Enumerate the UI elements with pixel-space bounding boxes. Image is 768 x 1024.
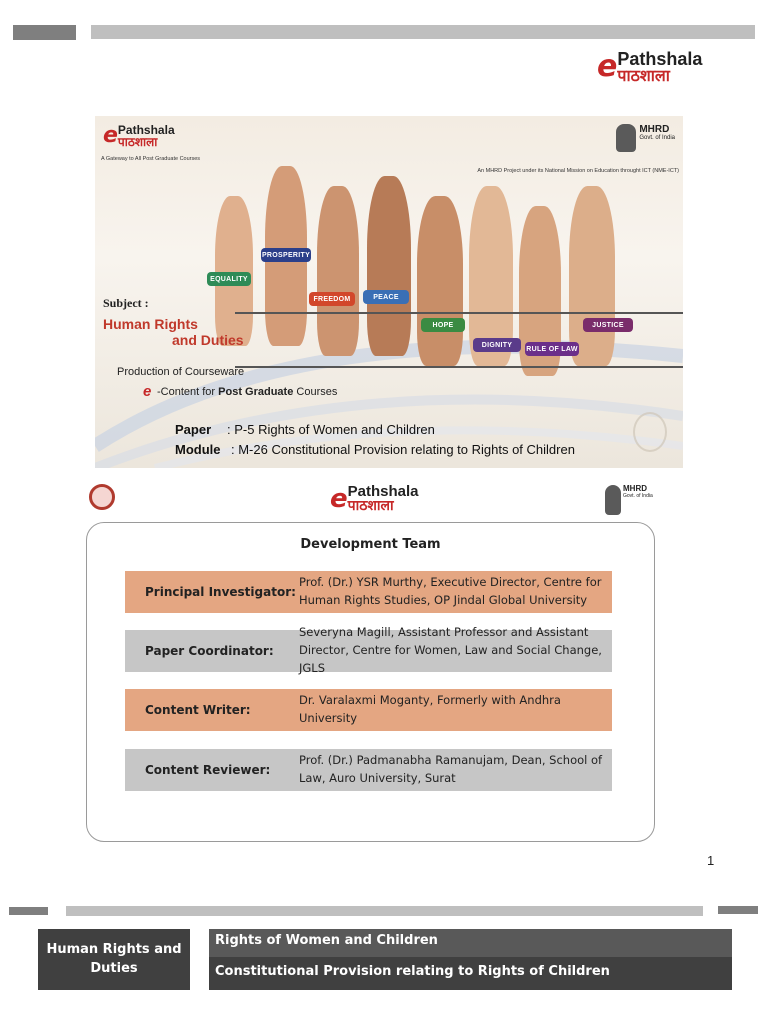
raised-hand: [417, 196, 463, 366]
footer-bar-left: [9, 907, 48, 915]
raised-hand: [215, 196, 253, 346]
banner-production: Production of Courseware: [117, 366, 245, 378]
university-seal-icon: [633, 412, 667, 452]
team-role: Principal Investigator:: [145, 585, 296, 599]
wristband-label: RULE OF LAW: [525, 342, 579, 356]
university-seal-left-icon: [88, 484, 116, 520]
header-bar-right: [91, 25, 755, 39]
banner-tagline: A Gateway to All Post Graduate Courses: [101, 156, 201, 162]
team-role: Content Reviewer:: [145, 763, 271, 777]
raised-hand: [569, 186, 615, 366]
banner-subject-line2: and Duties: [172, 332, 244, 348]
banner-epathshala-logo: [103, 124, 175, 148]
banner-logo-english: Pathshala: [117, 123, 175, 137]
banner-e-mark-icon: e: [103, 123, 118, 148]
team-title: Development Team: [300, 537, 441, 552]
banner-mhrd-sub: Govt. of India: [639, 135, 675, 141]
mid-mhrd-title: MHRD: [623, 484, 647, 493]
paper-label: Paper: [175, 422, 212, 437]
mid-epathshala-logo: [330, 484, 419, 513]
wristband-label: HOPE: [421, 318, 465, 332]
footer-course-info: [209, 929, 732, 990]
footer-module: Constitutional Provision relating to Rights of Children: [215, 964, 610, 979]
wristband-label: JUSTICE: [583, 318, 633, 332]
banner-mhrd-block: [616, 124, 675, 152]
mid-mhrd-block: [605, 485, 653, 515]
banner-econtent-mark: e: [143, 383, 152, 400]
banner-subject-line1: Human Rights: [103, 316, 198, 332]
footer-bar-right: [718, 906, 758, 914]
paper-value: : P-5 Rights of Women and Children: [227, 422, 435, 437]
barbed-wire: [235, 366, 683, 368]
mid-e-mark-icon: e: [330, 483, 348, 514]
epathshala-logo: [597, 50, 702, 84]
wristband-label: PEACE: [363, 290, 409, 304]
wristband-label: DIGNITY: [473, 338, 521, 352]
footer-subject: Human Rights and Duties: [38, 929, 190, 990]
team-role: Content Writer:: [145, 703, 251, 717]
banner-subject-label: Subject :: [103, 296, 149, 310]
mid-national-emblem-icon: [605, 485, 621, 515]
banner-econtent: -Content for Post Graduate Courses: [157, 386, 338, 398]
team-person: Severyna Magill, Assistant Professor and Assistant Director, Centre for Women, Law and Social Change, JGLS: [299, 625, 602, 675]
logo-english-text: Pathshala: [617, 49, 703, 69]
banner-mhrd-title: MHRD: [639, 124, 670, 135]
team-row-paper-coordinator: [125, 625, 612, 675]
team-row-content-reviewer: [125, 749, 612, 791]
national-emblem-icon: [616, 124, 636, 152]
mid-mhrd-sub: Govt. of India: [623, 492, 653, 499]
module-label: Module: [175, 442, 221, 457]
module-value: : M-26 Constitutional Provision relating to Rights of Children: [231, 442, 575, 457]
raised-hand: [317, 186, 359, 356]
mid-logo-english: Pathshala: [347, 483, 419, 500]
logo-hindi-text: पाठशाला: [617, 66, 670, 85]
team-row-content-writer: [125, 689, 612, 731]
footer-bar-mid: [66, 906, 703, 916]
team-person: Prof. (Dr.) Padmanabha Ramanujam, Dean, School of Law, Auro University, Surat: [299, 753, 603, 785]
banner-logo-hindi: पाठशाला: [117, 135, 158, 149]
wristband-label: PROSPERITY: [261, 248, 311, 262]
team-person: Dr. Varalaxmi Moganty, Formerly with Andhra University: [299, 693, 561, 725]
development-team-panel: [86, 522, 655, 842]
wristband-label: FREEDOM: [309, 292, 355, 306]
header-bar-left: [13, 25, 76, 40]
raised-hand: [367, 176, 411, 356]
team-person: Prof. (Dr.) YSR Murthy, Executive Director, Centre for Human Rights Studies, OP Jindal Global University: [299, 575, 602, 607]
paper-line: [175, 422, 435, 437]
barbed-wire: [235, 312, 683, 314]
footer-paper: Rights of Women and Children: [209, 929, 732, 957]
module-line: [175, 442, 575, 457]
team-role: Paper Coordinator:: [145, 644, 274, 658]
mid-logo-hindi: पाठशाला: [347, 498, 394, 514]
banner-ict-note: An MHRD Project under its National Mission on Education throught ICT (NME-ICT): [477, 168, 679, 174]
team-row-principal-investigator: [125, 571, 612, 613]
e-mark-icon: e: [597, 49, 618, 84]
wristband-label: EQUALITY: [207, 272, 251, 286]
course-banner: [95, 116, 683, 468]
page-number: 1: [707, 853, 715, 868]
